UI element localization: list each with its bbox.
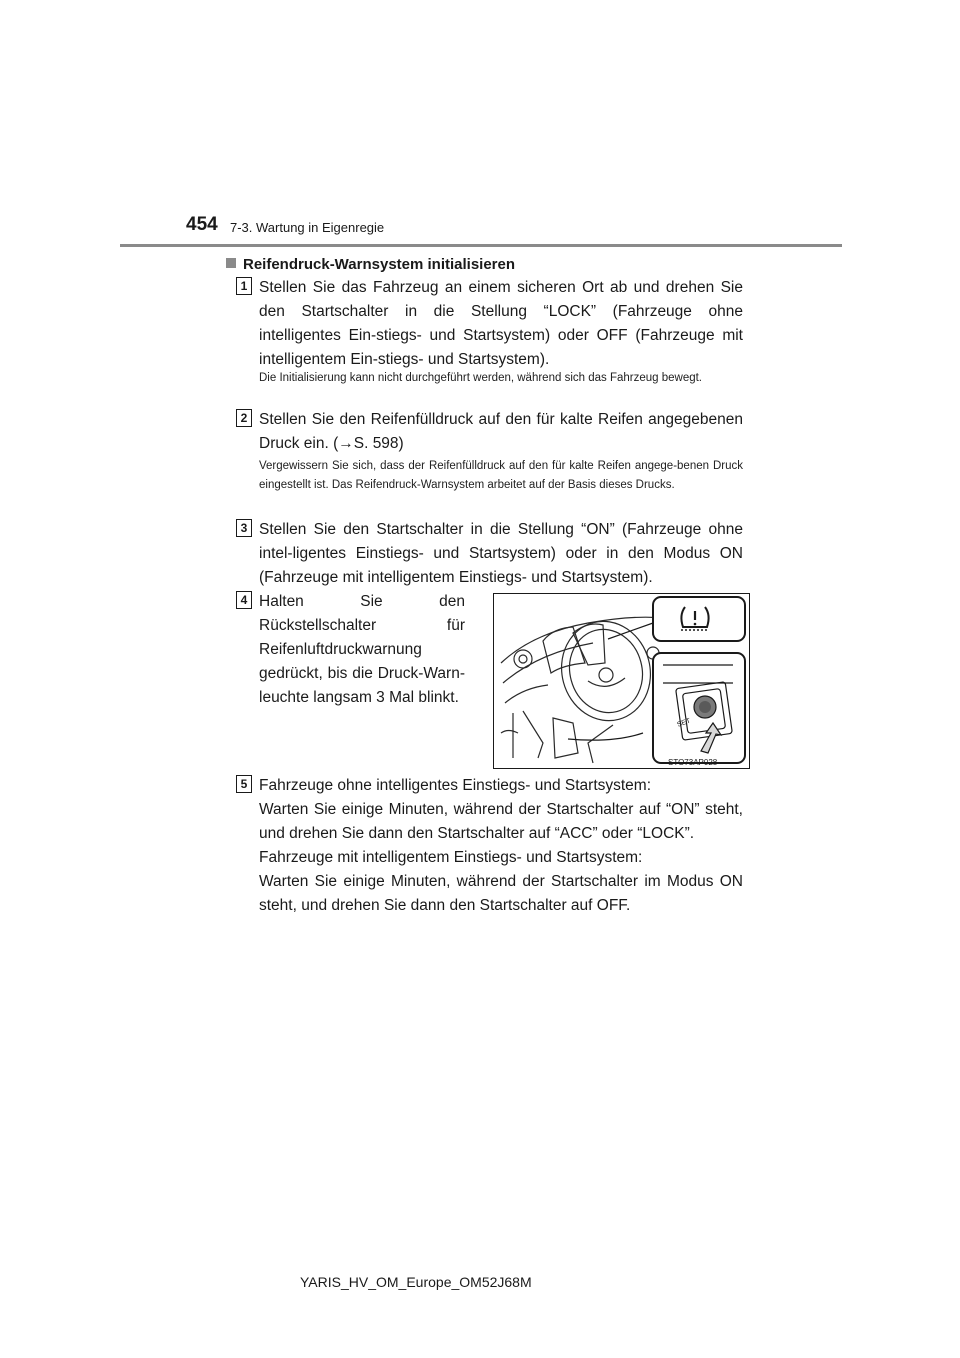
step-condition: Fahrzeuge ohne intelligentes Einstiegs- und Startsystem: (259, 777, 652, 794)
step-text-block-b (259, 846, 743, 918)
step-badge: 1 (236, 277, 252, 295)
page-number: 454 (186, 214, 218, 235)
step-note: Vergewissern Sie sich, dass der Reifenfülldruck auf den für kalte Reifen angege-benen Druck eingestellt ist. Das Reifendruck-Warnsystem arbeitet auf der Basis dieses Drucks. (259, 460, 743, 491)
header-divider (120, 244, 842, 247)
step-instruction: Warten Sie einige Minuten, während der Startschalter auf “ON” steht, und drehen Sie dann den Startschalter auf “ACC” oder “LOCK”. (259, 801, 743, 842)
step-badge: 3 (236, 519, 252, 537)
step-instruction: Warten Sie einige Minuten, während der Startschalter im Modus ON steht, und drehen Sie dann den Startschalter auf OFF. (259, 873, 743, 914)
step-text: Stellen Sie das Fahrzeug an einem sicheren Ort ab und drehen Sie den Startschalter in die Stellung “LOCK” (Fahrzeuge ohne intelligentes Ein-stiegs- und Startsystem) oder OFF (Fahrzeuge mit intelligentem Ein-stiegs- und Startsystem). (259, 279, 743, 368)
step-note: Die Initialisierung kann nicht durchgeführt werden, während sich das Fahrzeug bewegt. (259, 372, 703, 384)
step-text-block-a (259, 774, 743, 846)
step-text: Halten Sie den Rückstellschalter für Reifenluftdruckwarnung gedrückt, bis die Druck-Warn-leuchte langsam 3 Mal blinkt. (259, 593, 465, 706)
footer-doc-id: YARIS_HV_OM_Europe_OM52J68M (300, 1274, 532, 1290)
figure-code: STO73AP028 (668, 758, 718, 767)
section-title (226, 256, 515, 273)
step-condition: Fahrzeuge mit intelligentem Einstiegs- und Startsystem: (259, 849, 643, 866)
step-text: Stellen Sie den Startschalter in die Stellung “ON” (Fahrzeuge ohne intel-ligentes Einstiegs- und Startsystem) oder in den Modus ON (Fahrzeuge mit intelligentem Einstiegs- und Startsystem). (259, 521, 743, 586)
square-bullet-icon (226, 258, 236, 268)
section-label: 7-3. Wartung in Eigenregie (230, 220, 385, 235)
dashboard-illustration (493, 593, 750, 769)
set-button-label: SET (676, 717, 692, 729)
section-title-text: Reifendruck-Warnsystem initialisieren (243, 256, 516, 273)
step-text: Stellen Sie den Reifenfülldruck auf den für kalte Reifen angegebenen Druck ein. (→S. 598) (259, 411, 743, 452)
step-badge: 4 (236, 591, 252, 609)
step-badge: 5 (236, 775, 252, 793)
step-badge: 2 (236, 409, 252, 427)
